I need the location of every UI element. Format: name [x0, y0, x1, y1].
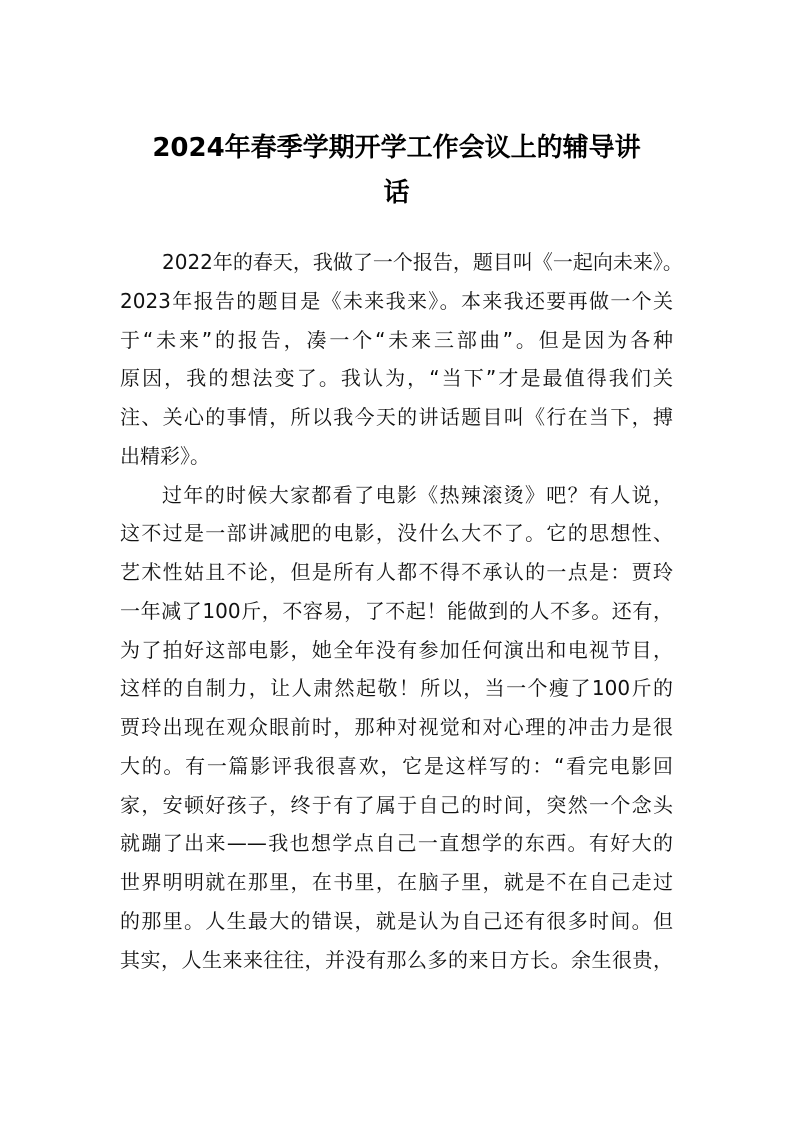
text-line: 2022年的春天，我做了一个报告，题目叫《一起向未来》。 [162, 250, 683, 274]
document-title-line-2: 话 [383, 178, 410, 208]
text-line: 一年减了100斤，不容易，了不起！能做到的人不多。还有， [120, 598, 673, 623]
document-title-line-1: 2024年春季学期开学工作会议上的辅导讲 [152, 133, 641, 163]
text-line: 艺术性姑且不论，但是所有人都不得不承认的一点是：贾玲 [120, 560, 673, 584]
text-line: 过年的时候大家都看了电影《热辣滚烫》吧？有人说， [162, 482, 673, 507]
text-line: 于“未来”的报告，凑一个“未来三部曲”。但是因为各种 [120, 327, 673, 352]
text-line: 为了拍好这部电影，她全年没有参加任何演出和电视节目， [120, 637, 673, 662]
text-line: 原因，我的想法变了。我认为，“当下”才是最值得我们关 [120, 366, 673, 391]
text-line: 出精彩》。 [120, 443, 210, 468]
text-line: 2023年报告的题目是《未来我来》。本来我还要再做一个关 [120, 288, 673, 313]
text-line: 就蹦了出来——我也想学点自己一直想学的东西。有好大的 [120, 831, 673, 856]
text-line: 这不过是一部讲减肥的电影，没什么大不了。它的思想性、 [120, 521, 673, 546]
text-line: 其实，人生来来往往，并没有那么多的来日方长。余生很贵， [120, 947, 673, 972]
text-line: 贾玲出现在观众眼前时，那种对视觉和对心理的冲击力是很 [120, 715, 673, 739]
paragraph-1 [120, 243, 683, 476]
text-line: 世界明明就在那里，在书里，在脑子里，就是不在自己走过 [120, 870, 673, 894]
text-line: 这样的自制力，让人肃然起敬！所以，当一个瘦了100斤的 [120, 676, 673, 701]
text-line: 的那里。人生最大的错误，就是认为自己还有很多时间。但 [120, 908, 673, 933]
document-body [120, 243, 683, 979]
text-line: 家，安顿好孩子，终于有了属于自己的时间，突然一个念头 [120, 792, 673, 817]
text-line: 大的。有一篇影评我很喜欢，它是这样写的：“看完电影回 [120, 753, 673, 778]
text-line: 注、关心的事情，所以我今天的讲话题目叫《行在当下，搏 [120, 405, 673, 429]
paragraph-2 [120, 476, 673, 980]
